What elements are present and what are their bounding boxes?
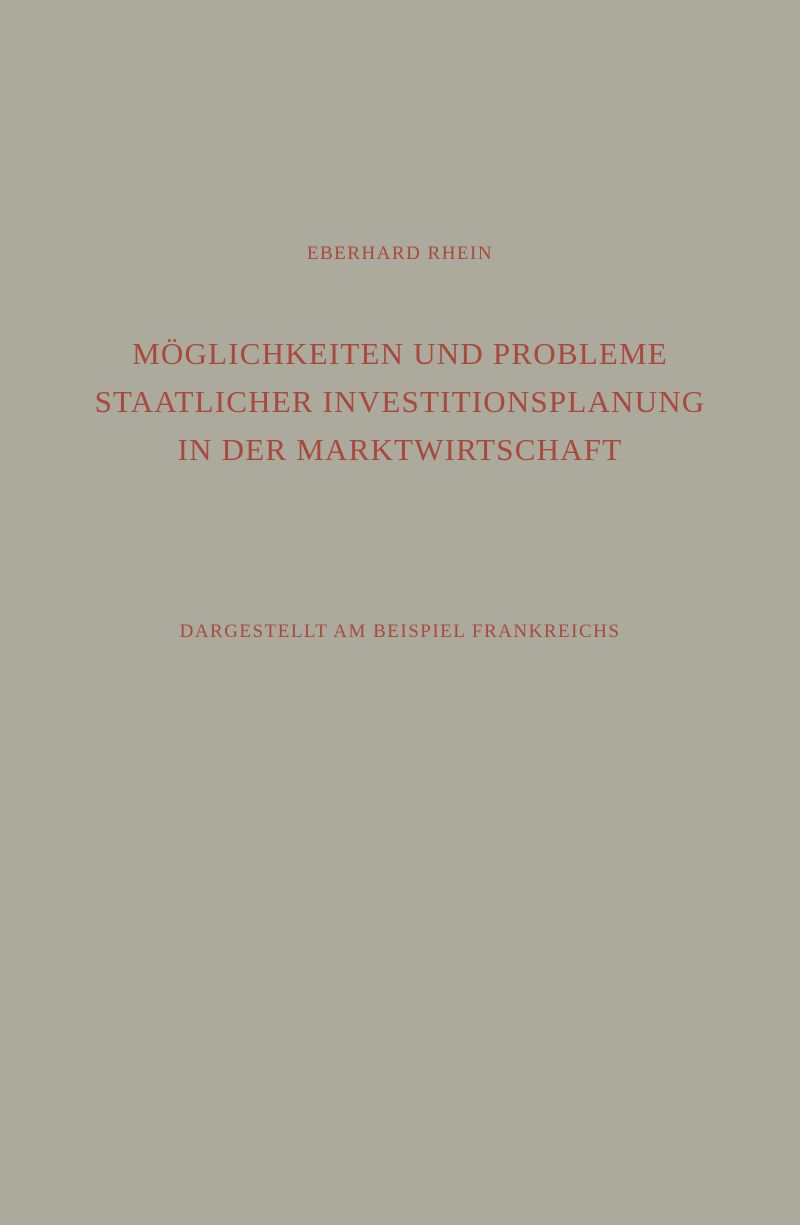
- title-line-1: MÖGLICHKEITEN UND PROBLEME: [132, 336, 668, 371]
- author-name: EBERHARD RHEIN: [306, 243, 494, 264]
- title-line-2: STAATLICHER INVESTITIONSPLANUNG: [94, 384, 706, 419]
- book-title: [0, 330, 800, 474]
- book-subtitle: DARGESTELLT AM BEISPIEL FRANKREICHS: [179, 621, 621, 642]
- title-line-3: IN DER MARKTWIRTSCHAFT: [177, 432, 623, 467]
